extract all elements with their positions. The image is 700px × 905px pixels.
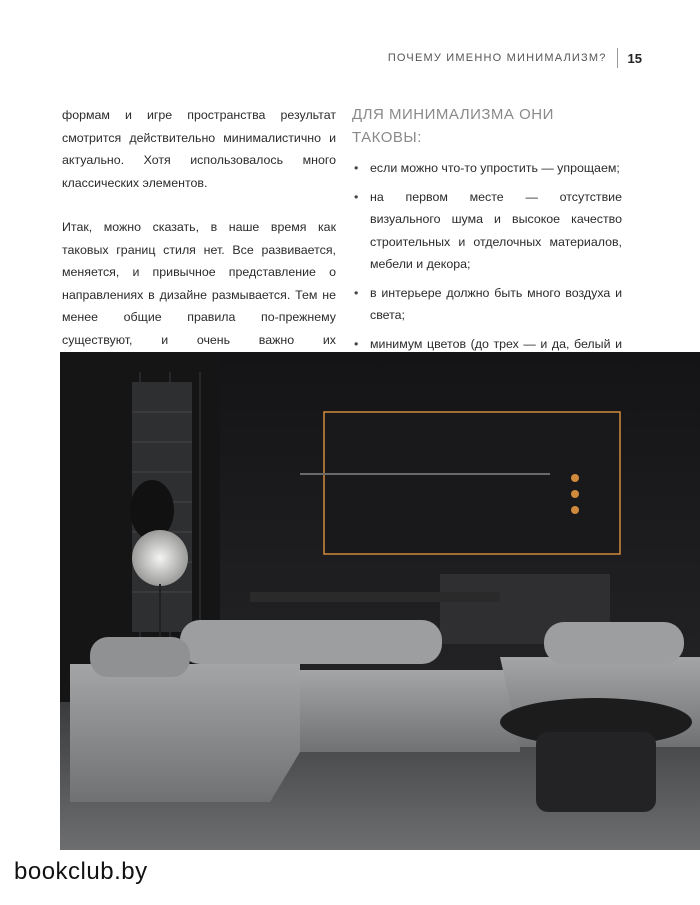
list-item: • на первом месте — отсутствие визуального шума и высокое качество строительных и отделочных материалов, мебели и декора;: [352, 186, 622, 276]
right-text-column: [352, 104, 622, 384]
paragraph: формам и игре пространства результат смотрится действительно минималистично и актуально. Хотя использовалось много классических элементов.: [62, 108, 336, 190]
backlit-wall-panel: [324, 412, 620, 554]
running-title: ПОЧЕМУ ИМЕННО МИНИМАЛИЗМ?: [387, 52, 607, 64]
list-item: • в интерьере должно быть много воздуха и света;: [352, 282, 622, 327]
sofa-middle-section: [300, 670, 520, 752]
sofa-cushion-right: [544, 622, 684, 664]
running-header: [388, 48, 642, 68]
sofa-cushion-left: [90, 637, 190, 677]
sofa-left-section: [70, 664, 300, 802]
sofa-back-cushion: [180, 620, 442, 664]
rules-list: [352, 157, 622, 378]
coffee-table-base: [536, 732, 656, 812]
list-item: • минимум цветов (до трех — и да, белый и: [352, 333, 622, 378]
dining-table: [250, 592, 500, 602]
floor-lamp: [132, 530, 188, 586]
living-room-illustration: [60, 352, 700, 850]
interior-photo: [60, 352, 700, 850]
section-heading: ДЛЯ МИНИМАЛИЗМА ОНИ ТАКОВЫ:: [352, 106, 554, 146]
site-watermark: bookclub.by: [14, 858, 148, 885]
paragraph: Итак, можно сказать, в наше время как таковых границ стиля нет. Все развивается, меняется, и привычное представление о направлениях в дизайне размывается. Тем не менее общие правила по-прежнему существуют, и очень важно их: [62, 220, 336, 347]
list-item: • если можно что-то упростить — упрощаем;: [352, 157, 622, 180]
header-divider: [617, 48, 618, 68]
page-number: 15: [627, 50, 642, 66]
